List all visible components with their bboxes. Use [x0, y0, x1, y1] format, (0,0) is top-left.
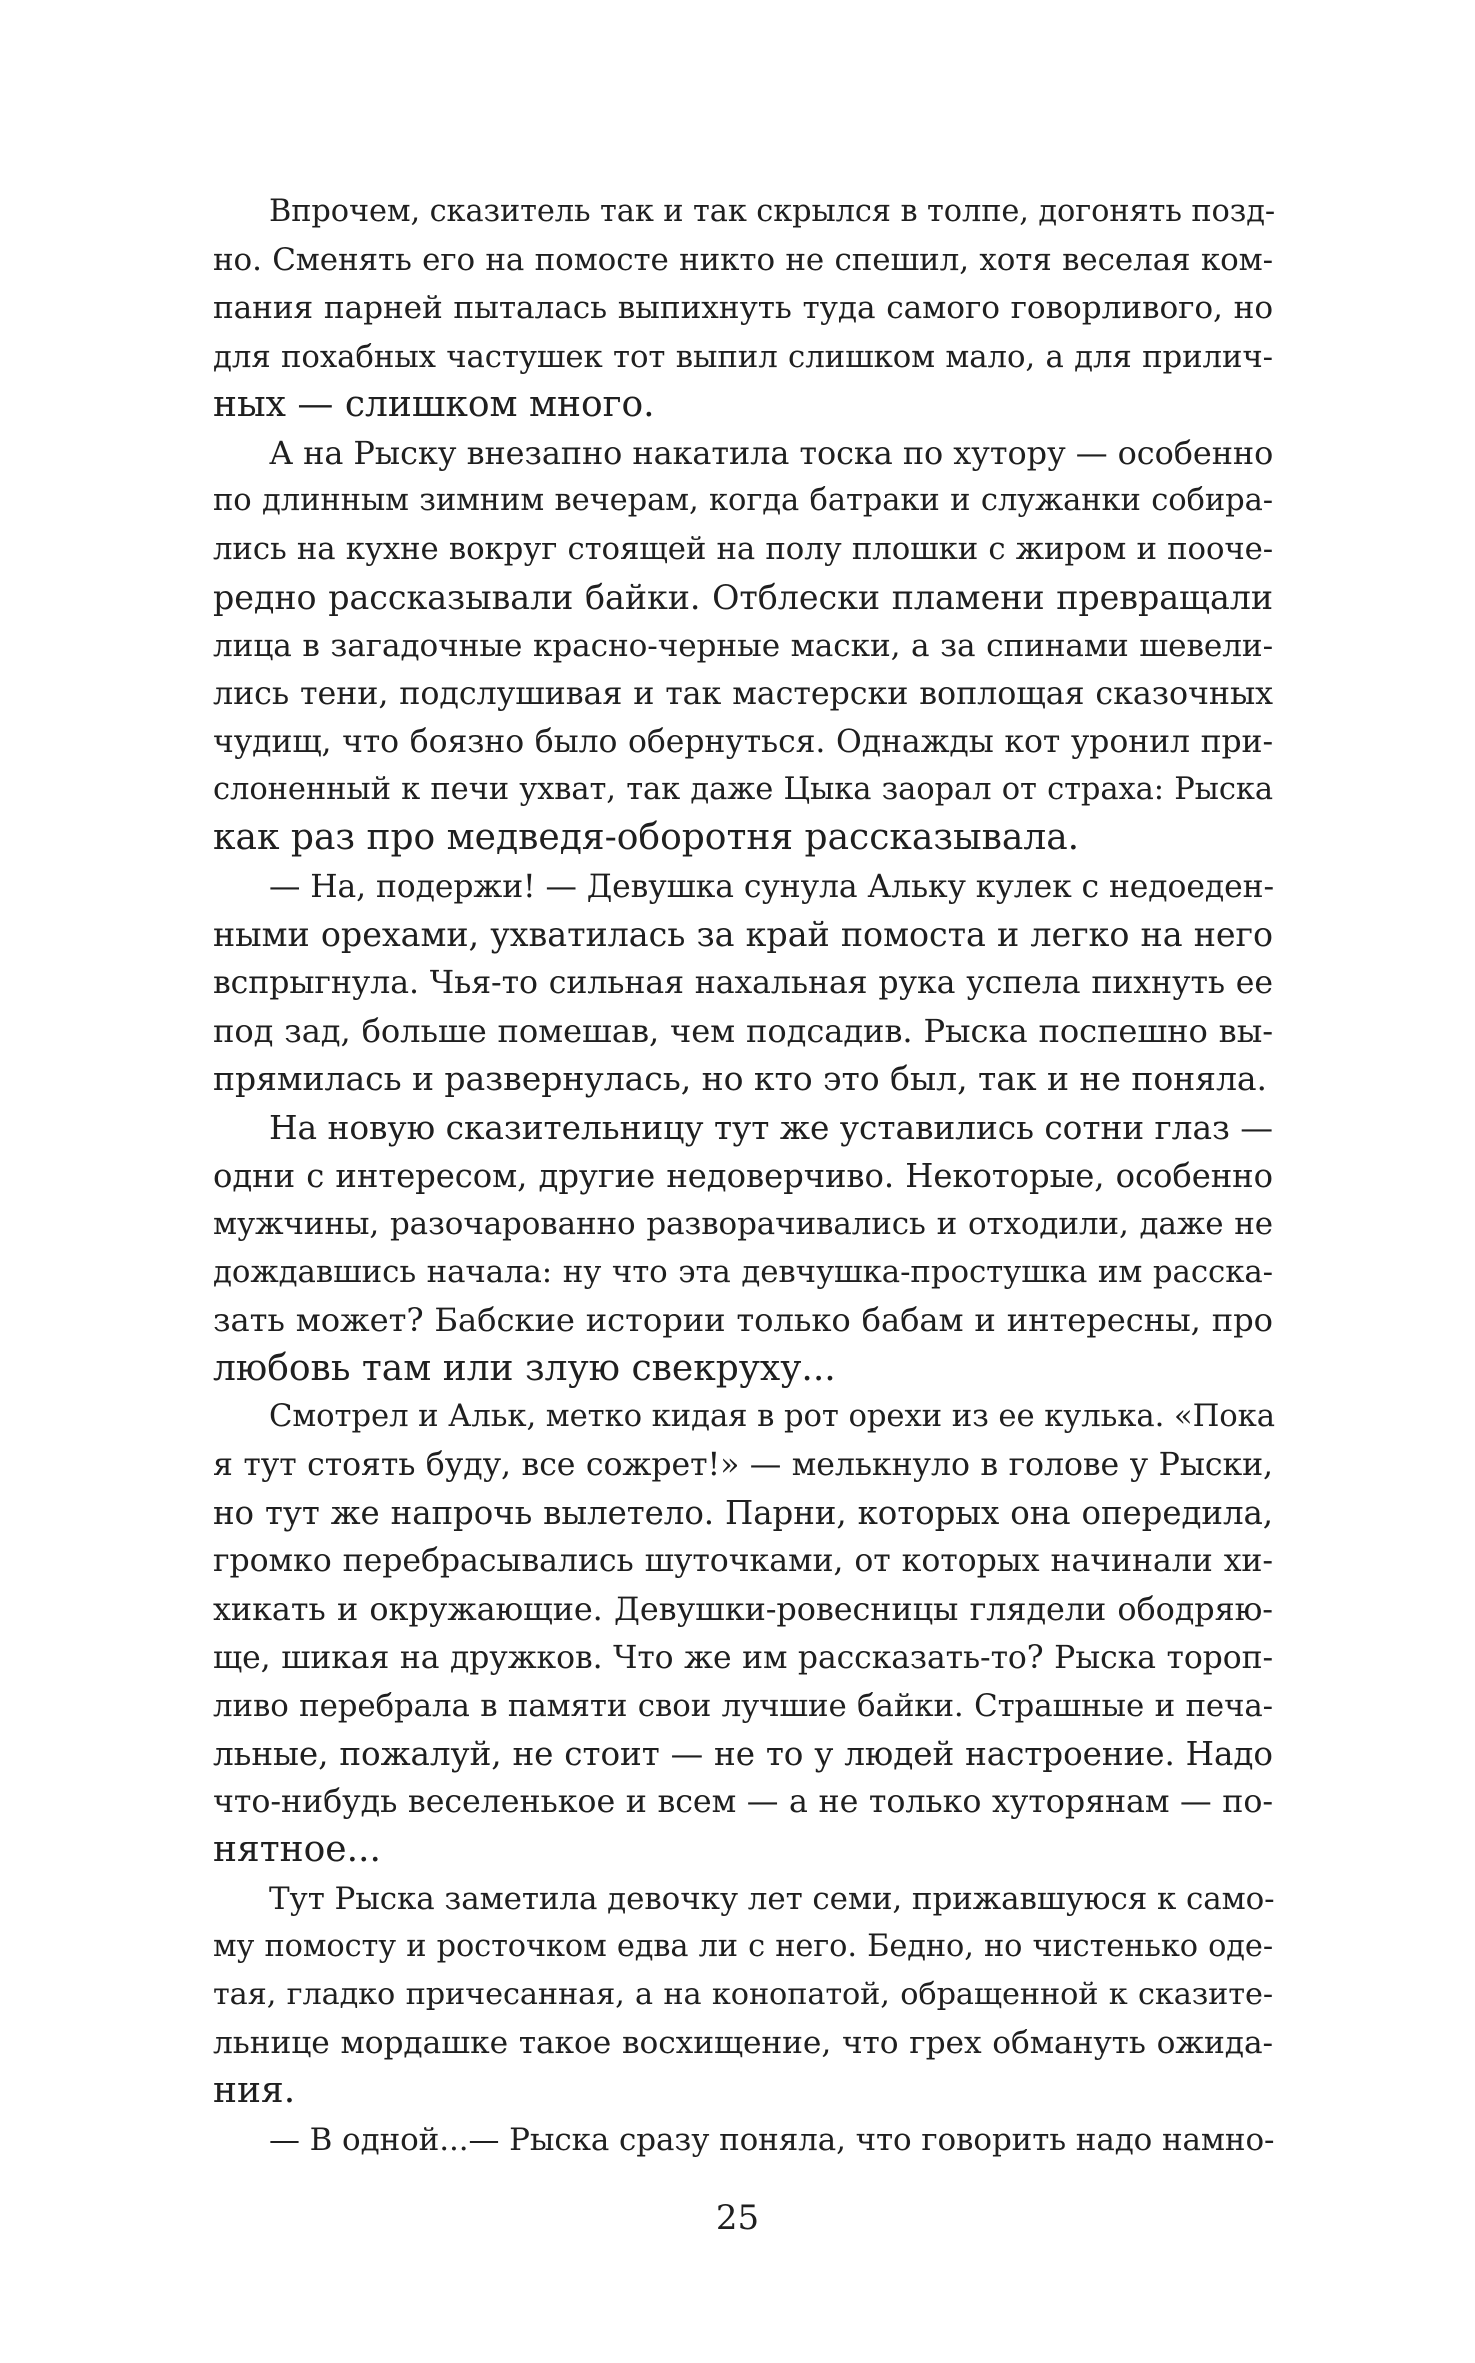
- text-line: ливо перебрала в памяти свои лучшие байки. Страшные и печа-: [213, 1687, 1273, 1724]
- text-line: я тут стоять буду, все сожрет!» — мелькнуло в голове у Рыски,: [213, 1446, 1273, 1483]
- text-line: Тут Рыска заметила девочку лет семи, прижавшуюся к само-: [269, 1880, 1275, 1917]
- text-line: но тут же напрочь вылетело. Парни, которых она опередила,: [213, 1494, 1273, 1533]
- text-line: что-нибудь веселенькое и всем — а не только хуторянам — по-: [213, 1784, 1273, 1821]
- text-line: А на Рыску внезапно накатила тоска по хутору — особенно: [269, 433, 1274, 472]
- text-line: любовь там или злую свекруху...: [213, 1347, 836, 1389]
- text-line: лица в загадочные красно-черные маски, а за спинами шевели-: [213, 627, 1273, 664]
- text-line: ще, шикая на дружков. Что же им рассказать-то? Рыска тороп-: [213, 1639, 1273, 1676]
- text-line: громко перебрасывались шуточками, от которых начинали хи-: [213, 1543, 1273, 1580]
- text-line: по длинным зимним вечерам, когда батраки и служанки собира-: [213, 483, 1273, 519]
- paragraph: [213, 2116, 1273, 2164]
- paragraph: [213, 863, 1273, 1104]
- text-line: лись на кухне вокруг стоящей на полу плошки с жиром и пооче-: [213, 531, 1273, 568]
- text-line: Впрочем, сказитель так и так скрылся в толпе, догонять позд-: [269, 194, 1276, 229]
- body-text: [213, 188, 1276, 2164]
- paragraph: [213, 1875, 1273, 2116]
- text-line: На новую сказительницу тут же уставились сотни глаз —: [269, 1108, 1273, 1147]
- paragraph: [213, 429, 1273, 863]
- paragraph: [213, 188, 1276, 429]
- text-line: под зад, больше помешав, чем подсадив. Рыска поспешно вы-: [213, 1012, 1273, 1051]
- text-line: нятное...: [213, 1829, 381, 1871]
- page-number: 25: [715, 2198, 760, 2238]
- text-line: Смотрел и Альк, метко кидая в рот орехи из ее кулька. «Пока: [269, 1398, 1275, 1434]
- text-line: но. Сменять его на помосте никто не спешил, хотя веселая ком-: [213, 242, 1273, 279]
- text-line: одни с интересом, другие недоверчиво. Некоторые, особенно: [213, 1156, 1273, 1195]
- text-line: зать может? Бабские истории только бабам и интересны, про: [213, 1301, 1273, 1340]
- text-line: льнице мордашке такое восхищение, что грех обмануть ожида-: [213, 2025, 1273, 2062]
- text-line: чудищ, что боязно было обернуться. Однажды кот уронил при-: [213, 724, 1273, 761]
- text-line: ния.: [213, 2070, 296, 2112]
- text-line: дождавшись начала: ну что эта девчушка-простушка им расска-: [213, 1254, 1273, 1291]
- text-line: прямилась и развернулась, но кто это был, так и не поняла.: [213, 1059, 1268, 1099]
- text-line: ных — слишком много.: [213, 383, 655, 425]
- text-line: для похабных частушек тот выпил слишком мало, а для прилич-: [213, 338, 1273, 375]
- text-line: хикать и окружающие. Девушки-ровесницы глядели ободряю-: [213, 1590, 1273, 1629]
- text-line: как раз про медведя-оборотня рассказывала.: [213, 817, 1080, 859]
- text-line: — В одной...— Рыска сразу поняла, что говорить надо намно-: [269, 2121, 1275, 2158]
- paragraph: [213, 1393, 1273, 1875]
- text-line: мужчины, разочарованно разворачивались и отходили, даже не: [213, 1205, 1273, 1242]
- text-line: вспрыгнула. Чья-то сильная нахальная рука успела пихнуть ее: [213, 965, 1273, 1001]
- text-line: льные, пожалуй, не стоит — не то у людей настроение. Надо: [213, 1735, 1273, 1773]
- text-line: слоненный к печи ухват, так даже Цыка заорал от страха: Рыска: [213, 772, 1273, 808]
- text-line: ными орехами, ухватилась за край помоста и легко на него: [213, 914, 1273, 954]
- text-line: — На, подержи! — Девушка сунула Альку кулек с недоеден-: [269, 868, 1275, 905]
- text-line: тая, гладко причесанная, а на конопатой, обращенной к сказите-: [213, 1976, 1273, 2012]
- text-line: лись тени, подслушивая и так мастерски воплощая сказочных: [213, 675, 1273, 712]
- text-line: пания парней пыталась выпихнуть туда самого говорливого, но: [213, 290, 1273, 327]
- paragraph: [213, 1104, 1273, 1393]
- text-line: му помосту и росточком едва ли с него. Бедно, но чистенько оде-: [213, 1928, 1273, 1964]
- text-line: редно рассказывали байки. Отблески пламени превращали: [213, 577, 1273, 617]
